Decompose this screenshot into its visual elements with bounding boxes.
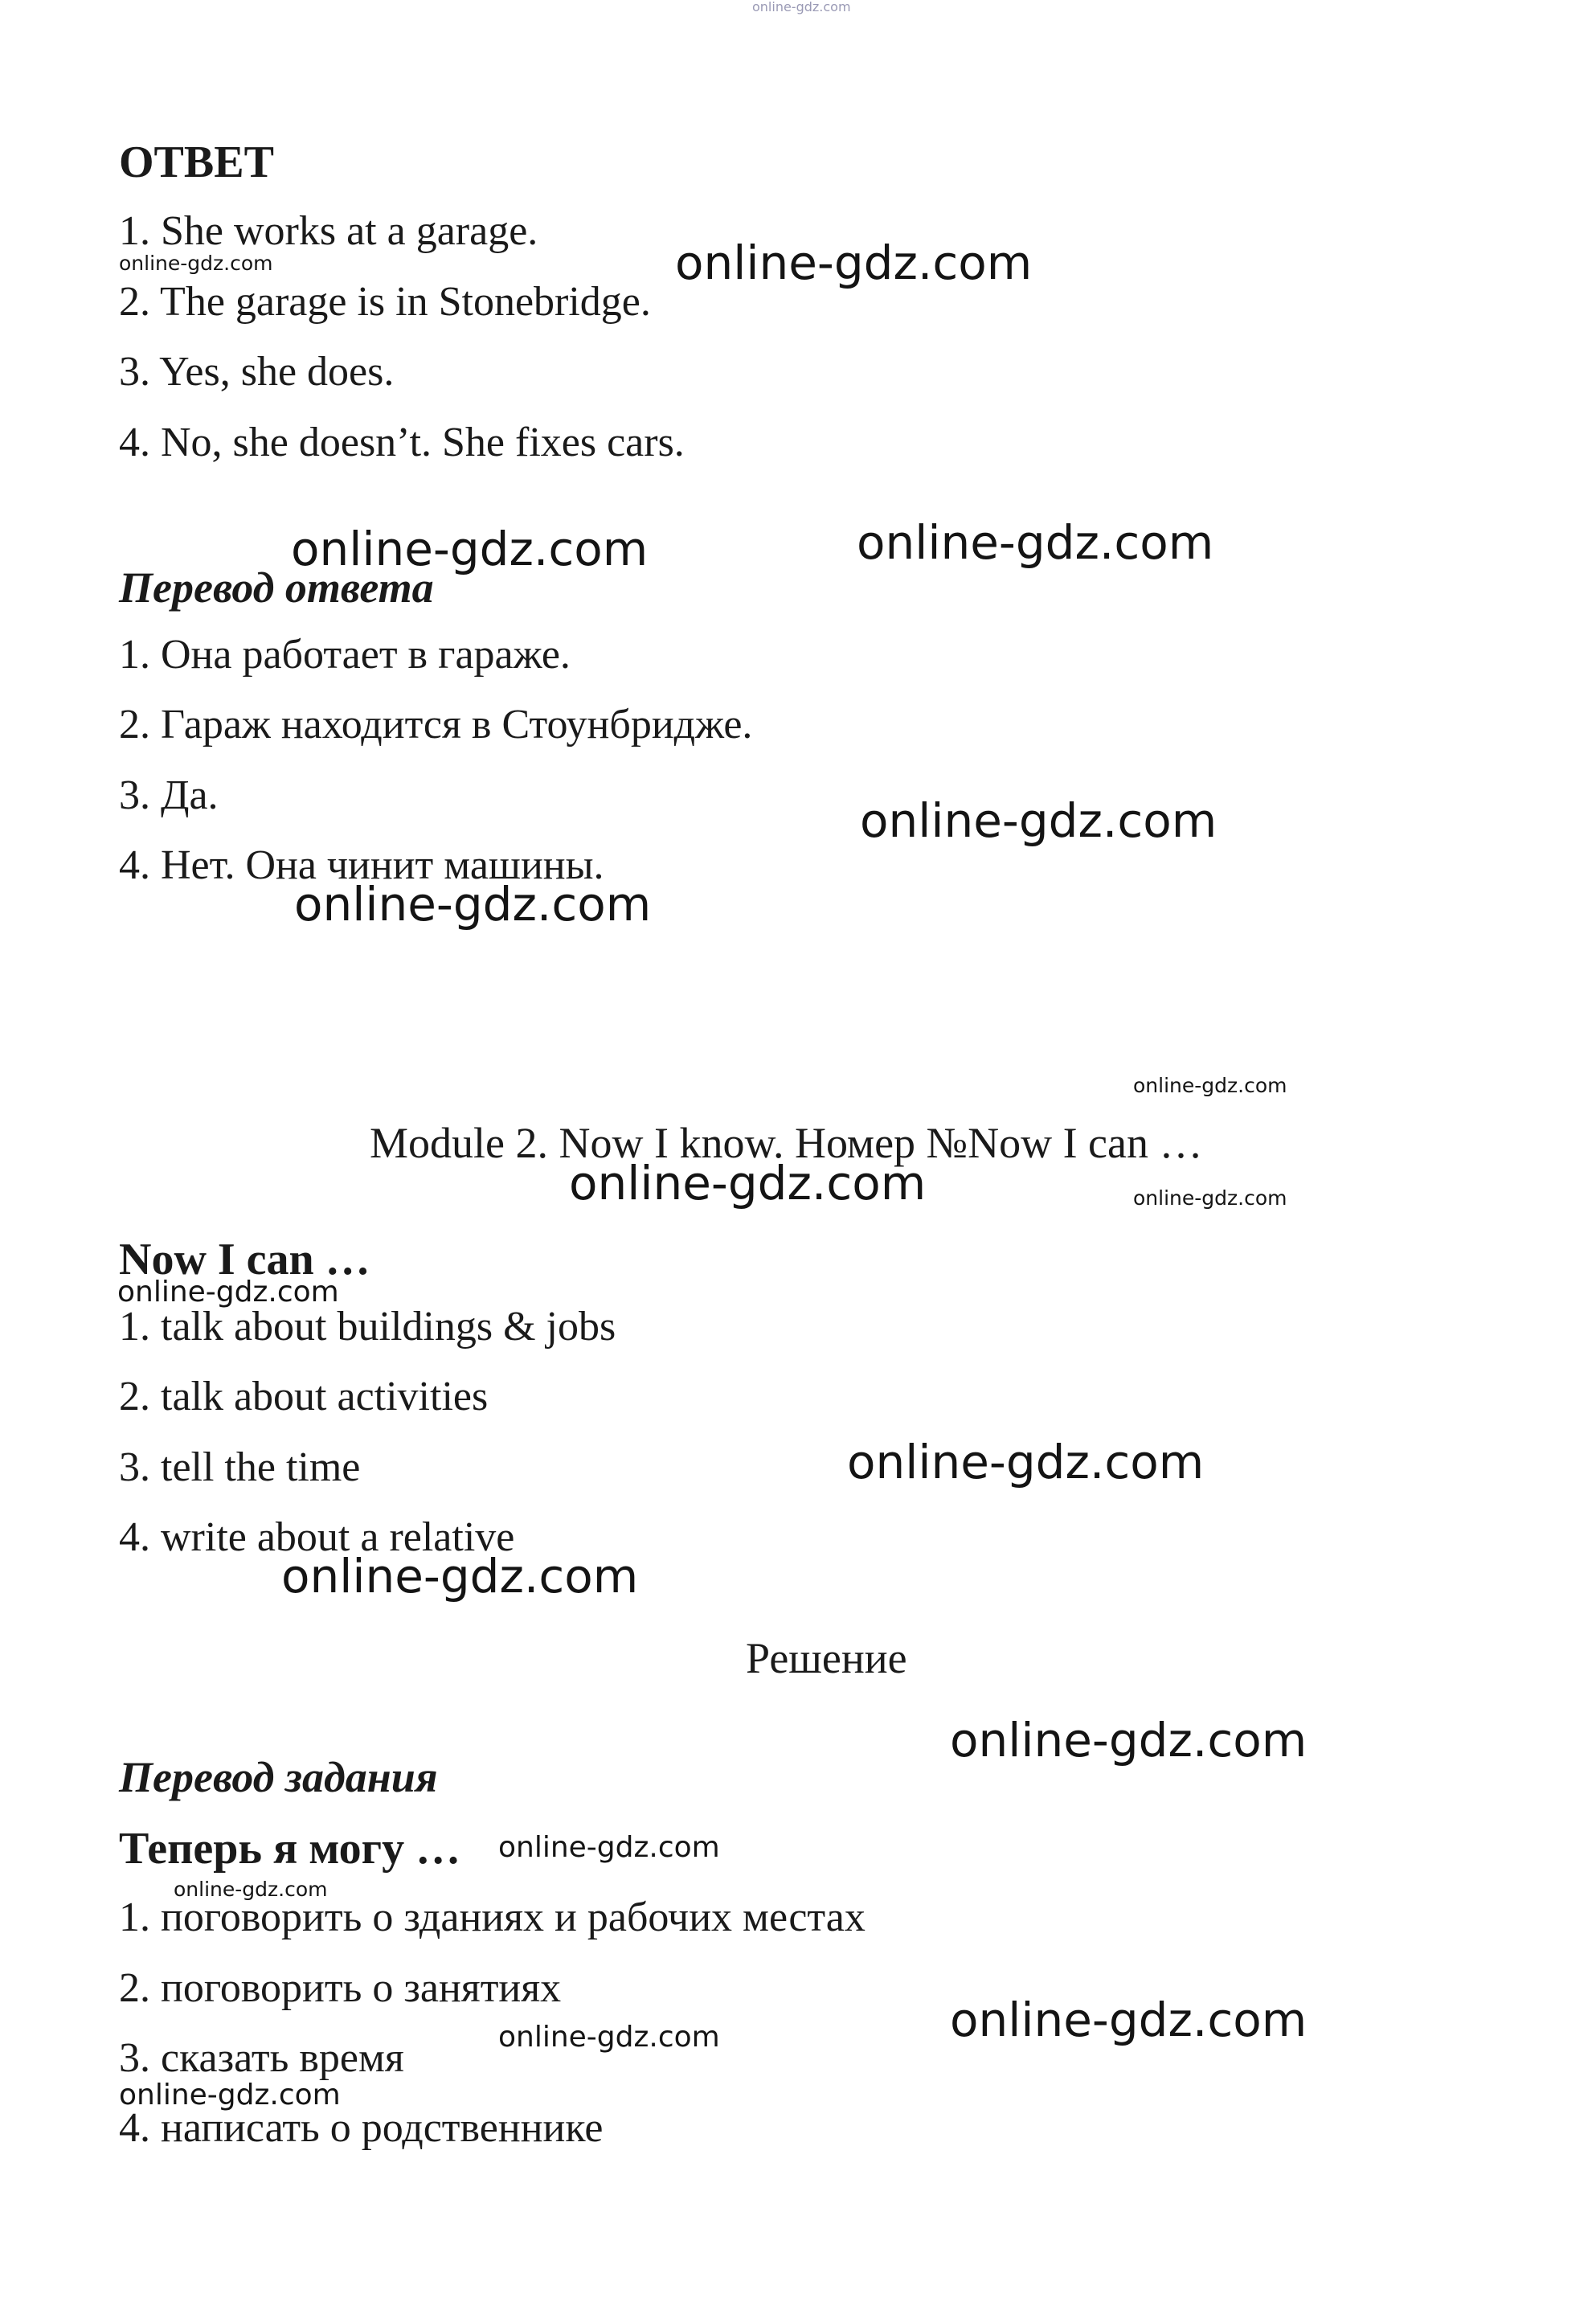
watermark: online-gdz.com [950, 1993, 1307, 2047]
watermark: online-gdz.com [498, 2021, 720, 2054]
watermark: online-gdz.com [950, 1713, 1307, 1767]
task-item: 3. tell the time [119, 1444, 361, 1490]
watermark: online-gdz.com [119, 2079, 341, 2112]
task-translation-item: 4. написать о родственнике [119, 2105, 604, 2151]
watermark: online-gdz.com [1133, 1186, 1287, 1210]
answer-item: 4. No, she doesn’t. She fixes cars. [119, 420, 685, 465]
watermark: online-gdz.com [1133, 1074, 1287, 1097]
watermark: online-gdz.com [119, 252, 273, 275]
task-item: 4. write about a relative [119, 1514, 515, 1560]
task-translation-item: 3. сказать время [119, 2035, 404, 2081]
task-item: 2. talk about activities [119, 1374, 489, 1419]
watermark: online-gdz.com [498, 1831, 720, 1864]
answer-translation-item: 3. Да. [119, 772, 219, 818]
answer-item: 2. The garage is in Stonebridge. [119, 279, 651, 325]
answer-title: ОТВЕТ [119, 137, 274, 187]
task-title: Now I can … [119, 1235, 370, 1284]
watermark: online-gdz.com [847, 1435, 1205, 1489]
solution-label: Решение [746, 1634, 907, 1682]
answer-translation-title: Перевод ответа [119, 563, 434, 612]
watermark: online-gdz.com [291, 522, 649, 576]
watermark: online-gdz.com [117, 1276, 339, 1309]
task-item: 1. talk about buildings & jobs [119, 1304, 616, 1350]
watermark: online-gdz.com [569, 1156, 927, 1210]
watermark: online-gdz.com [857, 515, 1214, 570]
task-translation-title: Перевод задания [119, 1753, 438, 1801]
answer-translation-item: 4. Нет. Она чинит машины. [119, 842, 604, 888]
answer-item: 3. Yes, she does. [119, 349, 395, 395]
module-title: Module 2. Now I know. Номер №Now I can … [370, 1119, 1203, 1167]
answer-translation-item: 2. Гараж находится в Стоунбридже. [119, 702, 753, 748]
watermark: online-gdz.com [281, 1549, 639, 1604]
task-translation-subtitle: Теперь я могу … [119, 1824, 461, 1874]
task-translation-item: 2. поговорить о занятиях [119, 1965, 562, 2011]
watermark: online-gdz.com [675, 236, 1033, 290]
task-translation-item: 1. поговорить о зданиях и рабочих местах [119, 1894, 866, 1940]
answer-translation-item: 1. Она работает в гараже. [119, 632, 571, 678]
header-stamp: online-gdz.com [752, 0, 851, 14]
watermark: online-gdz.com [294, 877, 652, 932]
answer-item: 1. She works at a garage. [119, 208, 538, 254]
watermark: online-gdz.com [860, 793, 1217, 848]
watermark: online-gdz.com [174, 1878, 328, 1901]
